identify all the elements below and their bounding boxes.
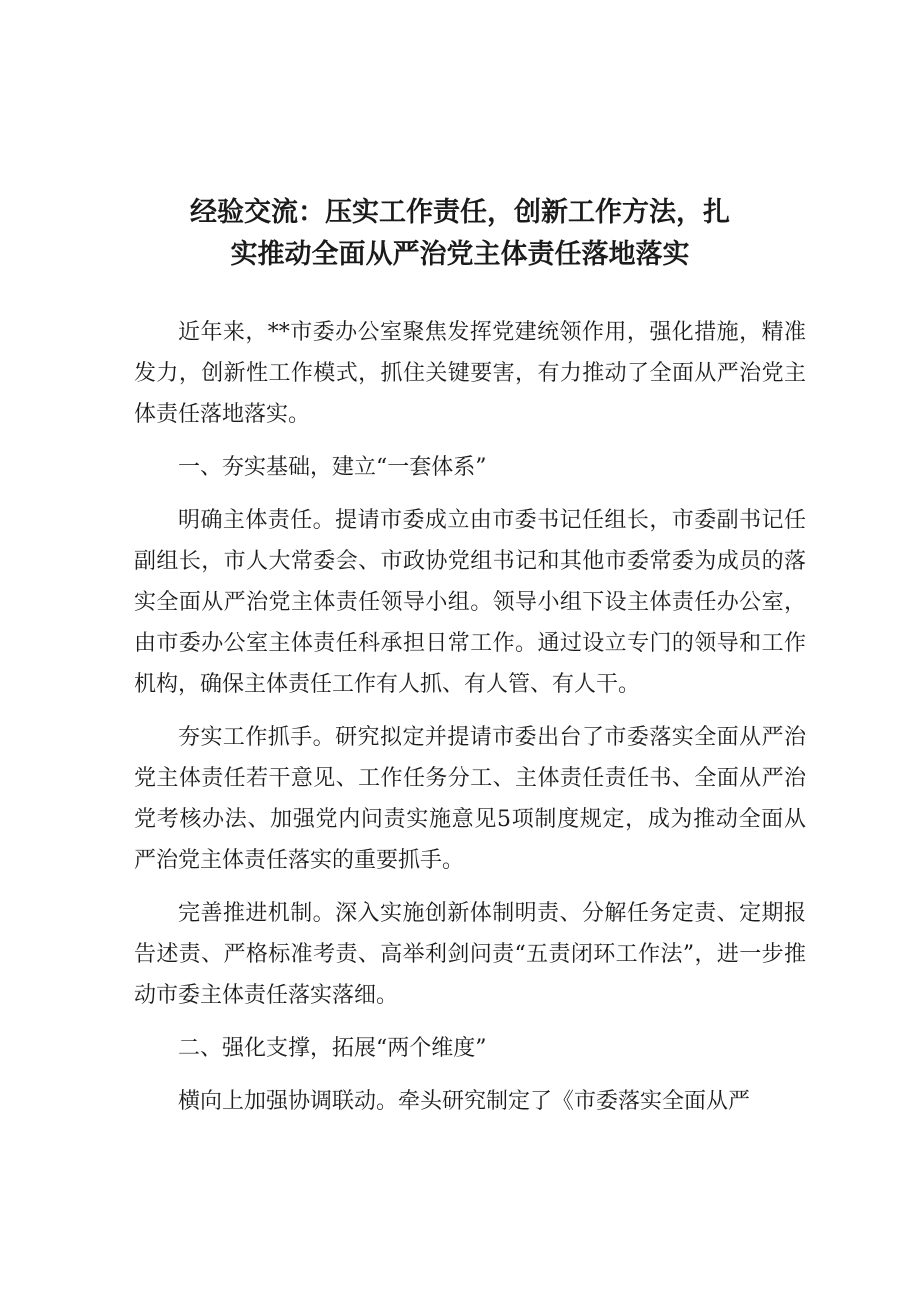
document-title [130, 192, 790, 276]
body-paragraph: 横向上加强协调联动。牵头研究制定了《市委落实全面从严 [178, 1089, 751, 1114]
body-paragraph: 明确主体责任。提请市委成立由市委书记任组长，市委副书记任副组长，市人大常委会、市政协党组书记和其他市委常委为成员的落实全面从严治党主体责任领导小组。领导小组下设主体责任办公室，由市委办公室主体责任科承担日常工作。通过设立专门的领导和工作机构，确保主体责任工作有人抓、有人管、有人干。 [134, 508, 806, 697]
body-paragraph: 完善推进机制。深入实施创新体制明责、分解任务定责、定期报告述责、严格标准考责、高举利剑问责“五责闭环工作法”，进一步推动市委主体责任落实落细。 [134, 901, 806, 1008]
body-paragraph: 夯实工作抓手。研究拟定并提请市委出台了市委落实全面从严治党主体责任若干意见、工作任务分工、主体责任责任书、全面从严治党考核办法、加强党内问责实施意见5项制度规定，成为推动全面从严治党主体责任落实的重要抓手。 [134, 725, 806, 873]
title-line-2: 实推动全面从严治党主体责任落地落实 [230, 239, 690, 270]
section-heading-1: 一、夯实基础，建立“一套体系” [178, 455, 487, 480]
intro-paragraph: 近年来，**市委办公室聚焦发挥党建统领作用，强化措施，精准发力，创新性工作模式，抓住关键要害，有力推动了全面从严治党主体责任落地落实。 [134, 320, 806, 427]
title-line-1: 经验交流：压实工作责任，创新工作方法，扎 [190, 197, 730, 228]
document-body [134, 312, 806, 1134]
section-heading-2: 二、强化支撑，拓展“两个维度” [178, 1036, 487, 1061]
